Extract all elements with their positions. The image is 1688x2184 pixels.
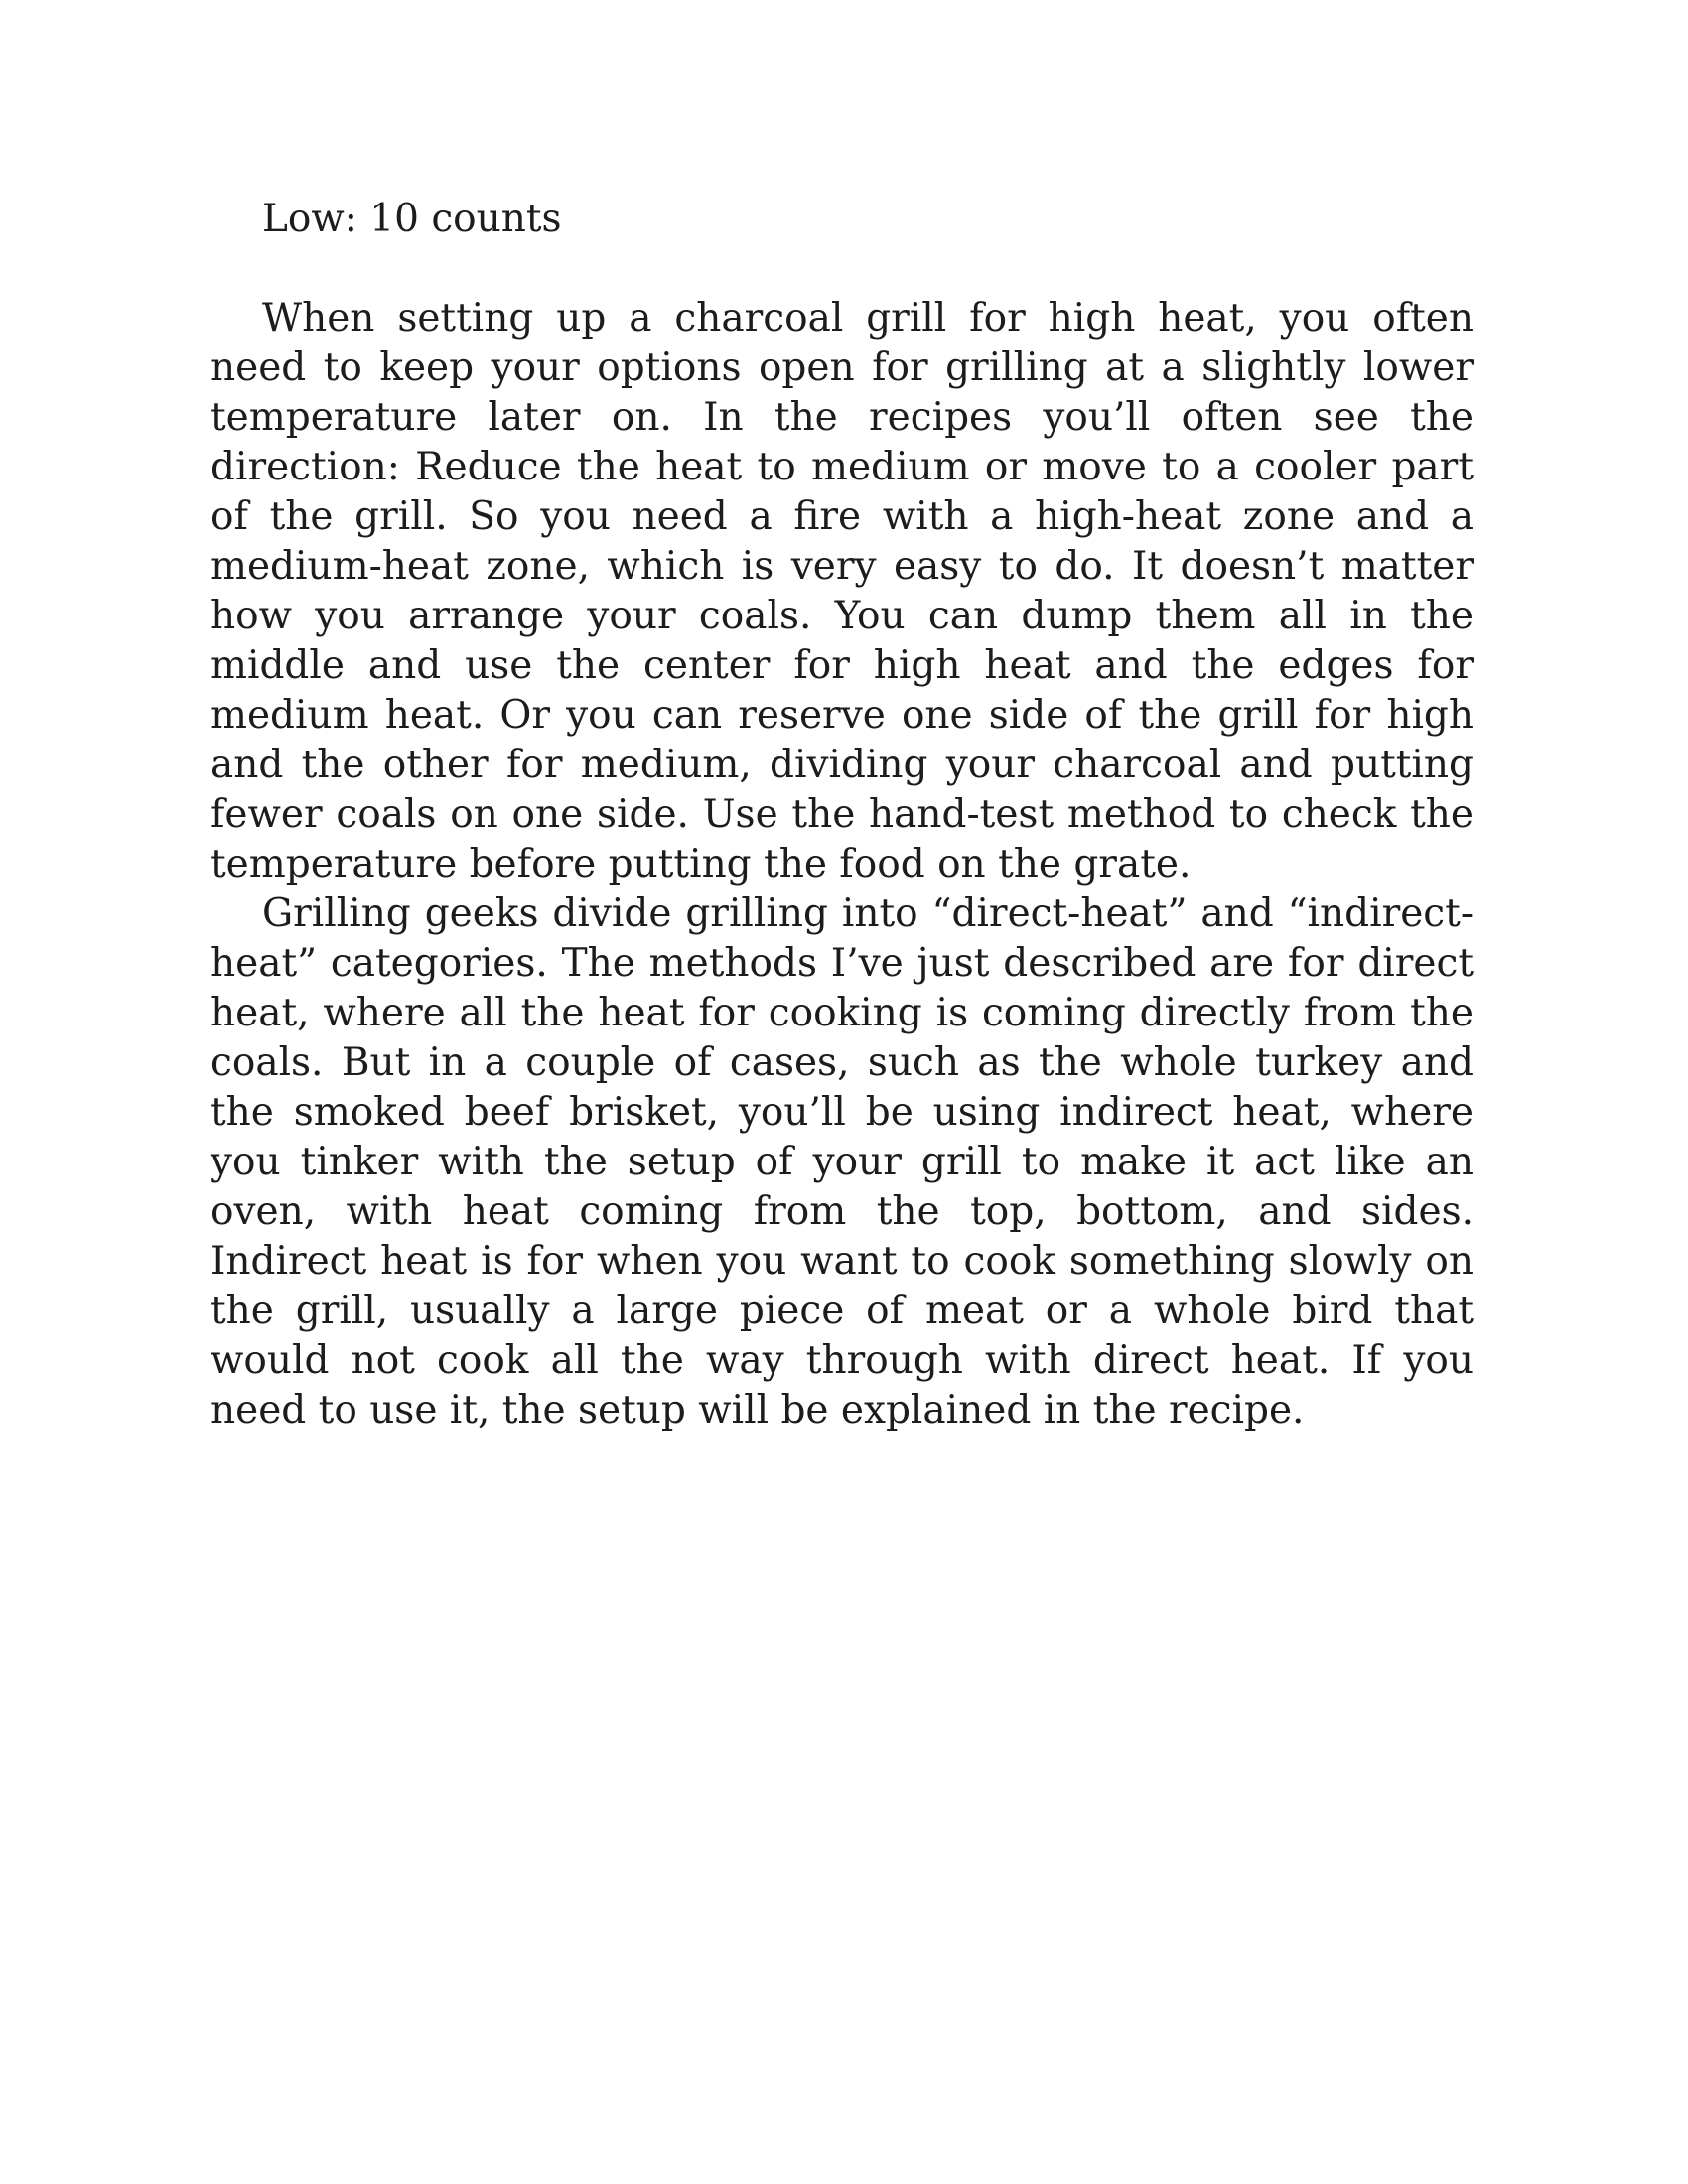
paragraph-direct-indirect-heat: Grilling geeks divide grilling into “direct-heat” and “indirect-heat” categories. The methods I’ve just described are for direct heat, where all the heat for cooking is coming directly from the coals. But in a couple of cases, such as the whole turkey and the smoked beef brisket, you’ll be using indirect heat, where you tinker with the setup of your grill to make it act like an oven, with heat coming from the top, bottom, and sides. Indirect heat is for when you want to cook something slowly on the grill, usually a large piece of meat or a whole bird that would not cook all the way through with direct heat. If you need to use it, the setup will be explained in the recipe.: [211, 891, 1474, 1433]
low-heat-count-line: Low: 10 counts: [262, 197, 562, 241]
paragraph-two-zone-fire: When setting up a charcoal grill for high heat, you often need to keep your options open for grilling at a slightly lower temperature later on. In the recipes you’ll often see the direction: Reduce the heat to medium or move to a cooler part of the grill. So you need a fire with a high-heat zone and a medium-heat zone, which is very easy to do. It doesn’t matter how you arrange your coals. You can dump them all in the middle and use the center for high heat and the edges for medium heat. Or you can reserve one side of the grill for high and the other for medium, dividing your charcoal and putting fewer coals on one side. Use the hand-test method to check the temperature before putting the food on the grate.: [211, 296, 1474, 887]
document-page: [211, 195, 1474, 1435]
